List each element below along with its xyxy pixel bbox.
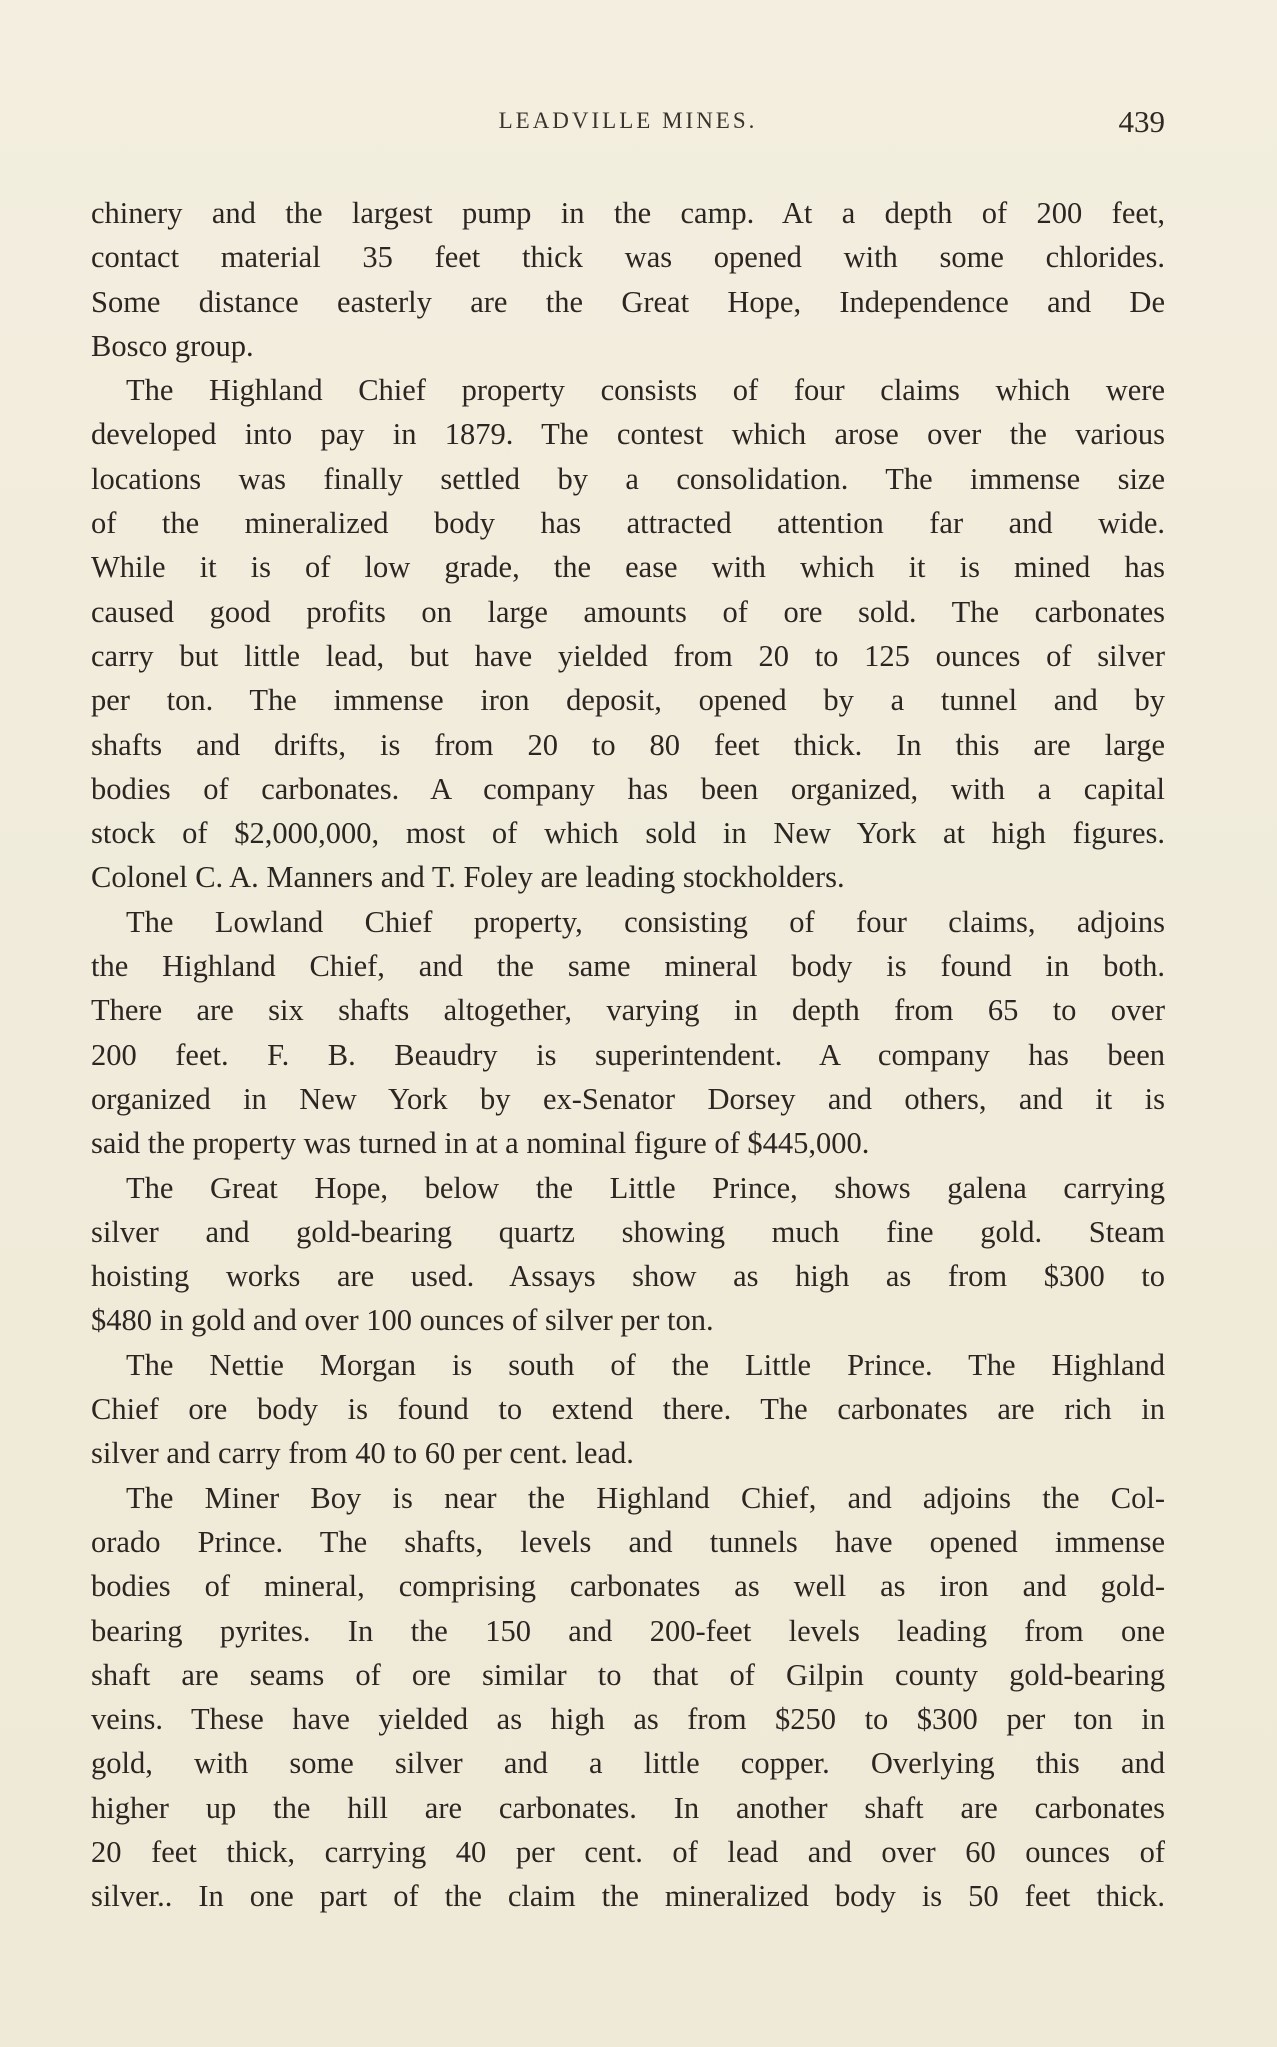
text-line: Some distance easterly are the Great Hope, Independence and De: [91, 284, 1165, 319]
text-line: bodies of mineral, comprising carbonates as well as iron and gold-: [91, 1569, 1165, 1604]
text-line: stock of $2,000,000, most of which sold in New York at high figures.: [91, 816, 1165, 851]
text-line: silver and gold-bearing quartz showing much fine gold. Steam: [91, 1214, 1165, 1249]
text-line: silver and carry from 40 to 60 per cent. lead.: [91, 1436, 634, 1471]
text-line: Bosco group.: [91, 328, 254, 363]
page-number: 439: [1118, 104, 1165, 139]
text-line: chinery and the largest pump in the camp. At a depth of 200 feet,: [91, 196, 1165, 230]
text-line: Chief ore body is found to extend there. The carbonates are rich in: [91, 1392, 1165, 1427]
text-line: There are six shafts altogether, varying in depth from 65 to over: [91, 993, 1165, 1028]
text-line: shaft are seams of ore similar to that of Gilpin county gold-bearing: [91, 1657, 1165, 1692]
text-line: While it is of low grade, the ease with which it is mined has: [91, 550, 1165, 585]
paragraph-first-line: The Lowland Chief property, consisting of four claims, adjoins: [126, 904, 1165, 939]
text-line: gold, with some silver and a little copper. Overlying this and: [91, 1746, 1165, 1781]
text-line: developed into pay in 1879. The contest which arose over the various: [91, 417, 1165, 452]
text-line: organized in New York by ex-Senator Dorsey and others, and it is: [91, 1081, 1165, 1116]
text-line: locations was finally settled by a consolidation. The immense size: [91, 461, 1165, 496]
text-line: Colonel C. A. Manners and T. Foley are leading stockholders.: [91, 860, 845, 895]
text-line: hoisting works are used. Assays show as high as from $300 to: [91, 1259, 1165, 1294]
text-line: silver.. In one part of the claim the mineralized body is 50 feet thick.: [91, 1879, 1165, 1914]
running-head: [91, 104, 1165, 138]
text-line: bodies of carbonates. A company has been organized, with a capital: [91, 771, 1165, 806]
text-line: higher up the hill are carbonates. In another shaft are carbonates: [91, 1790, 1165, 1825]
text-line: contact material 35 feet thick was opened with some chlorides.: [91, 240, 1165, 275]
paragraph-first-line: The Great Hope, below the Little Prince, shows galena carrying: [126, 1170, 1165, 1205]
text-line: orado Prince. The shafts, levels and tunnels have opened immense: [91, 1524, 1165, 1559]
text-line: veins. These have yielded as high as from $250 to $300 per ton in: [91, 1702, 1165, 1737]
text-line: carry but little lead, but have yielded from 20 to 125 ounces of silver: [91, 638, 1165, 673]
text-line: caused good profits on large amounts of ore sold. The carbonates: [91, 594, 1165, 629]
text-line: 200 feet. F. B. Beaudry is superintendent. A company has been: [91, 1037, 1165, 1072]
text-line: said the property was turned in at a nominal figure of $445,000.: [91, 1126, 870, 1161]
paragraph-first-line: The Highland Chief property consists of four claims which were: [126, 373, 1165, 408]
text-line: the Highland Chief, and the same mineral body is found in both.: [91, 949, 1165, 984]
text-line: per ton. The immense iron deposit, opened by a tunnel and by: [91, 683, 1165, 718]
running-title: LEADVILLE MINES.: [498, 108, 758, 133]
paragraph-first-line: The Nettie Morgan is south of the Little Prince. The Highland: [126, 1347, 1165, 1382]
text-line: 20 feet thick, carrying 40 per cent. of lead and over 60 ounces of: [91, 1834, 1165, 1869]
text-line: shafts and drifts, is from 20 to 80 feet thick. In this are large: [91, 727, 1165, 762]
text-line: bearing pyrites. In the 150 and 200-feet levels leading from one: [91, 1613, 1165, 1648]
paragraph-first-line: The Miner Boy is near the Highland Chief, and adjoins the Col-: [126, 1480, 1165, 1515]
body-text: [91, 191, 1165, 1919]
text-line: $480 in gold and over 100 ounces of silver per ton.: [91, 1303, 714, 1338]
text-line: of the mineralized body has attracted attention far and wide.: [91, 506, 1165, 541]
